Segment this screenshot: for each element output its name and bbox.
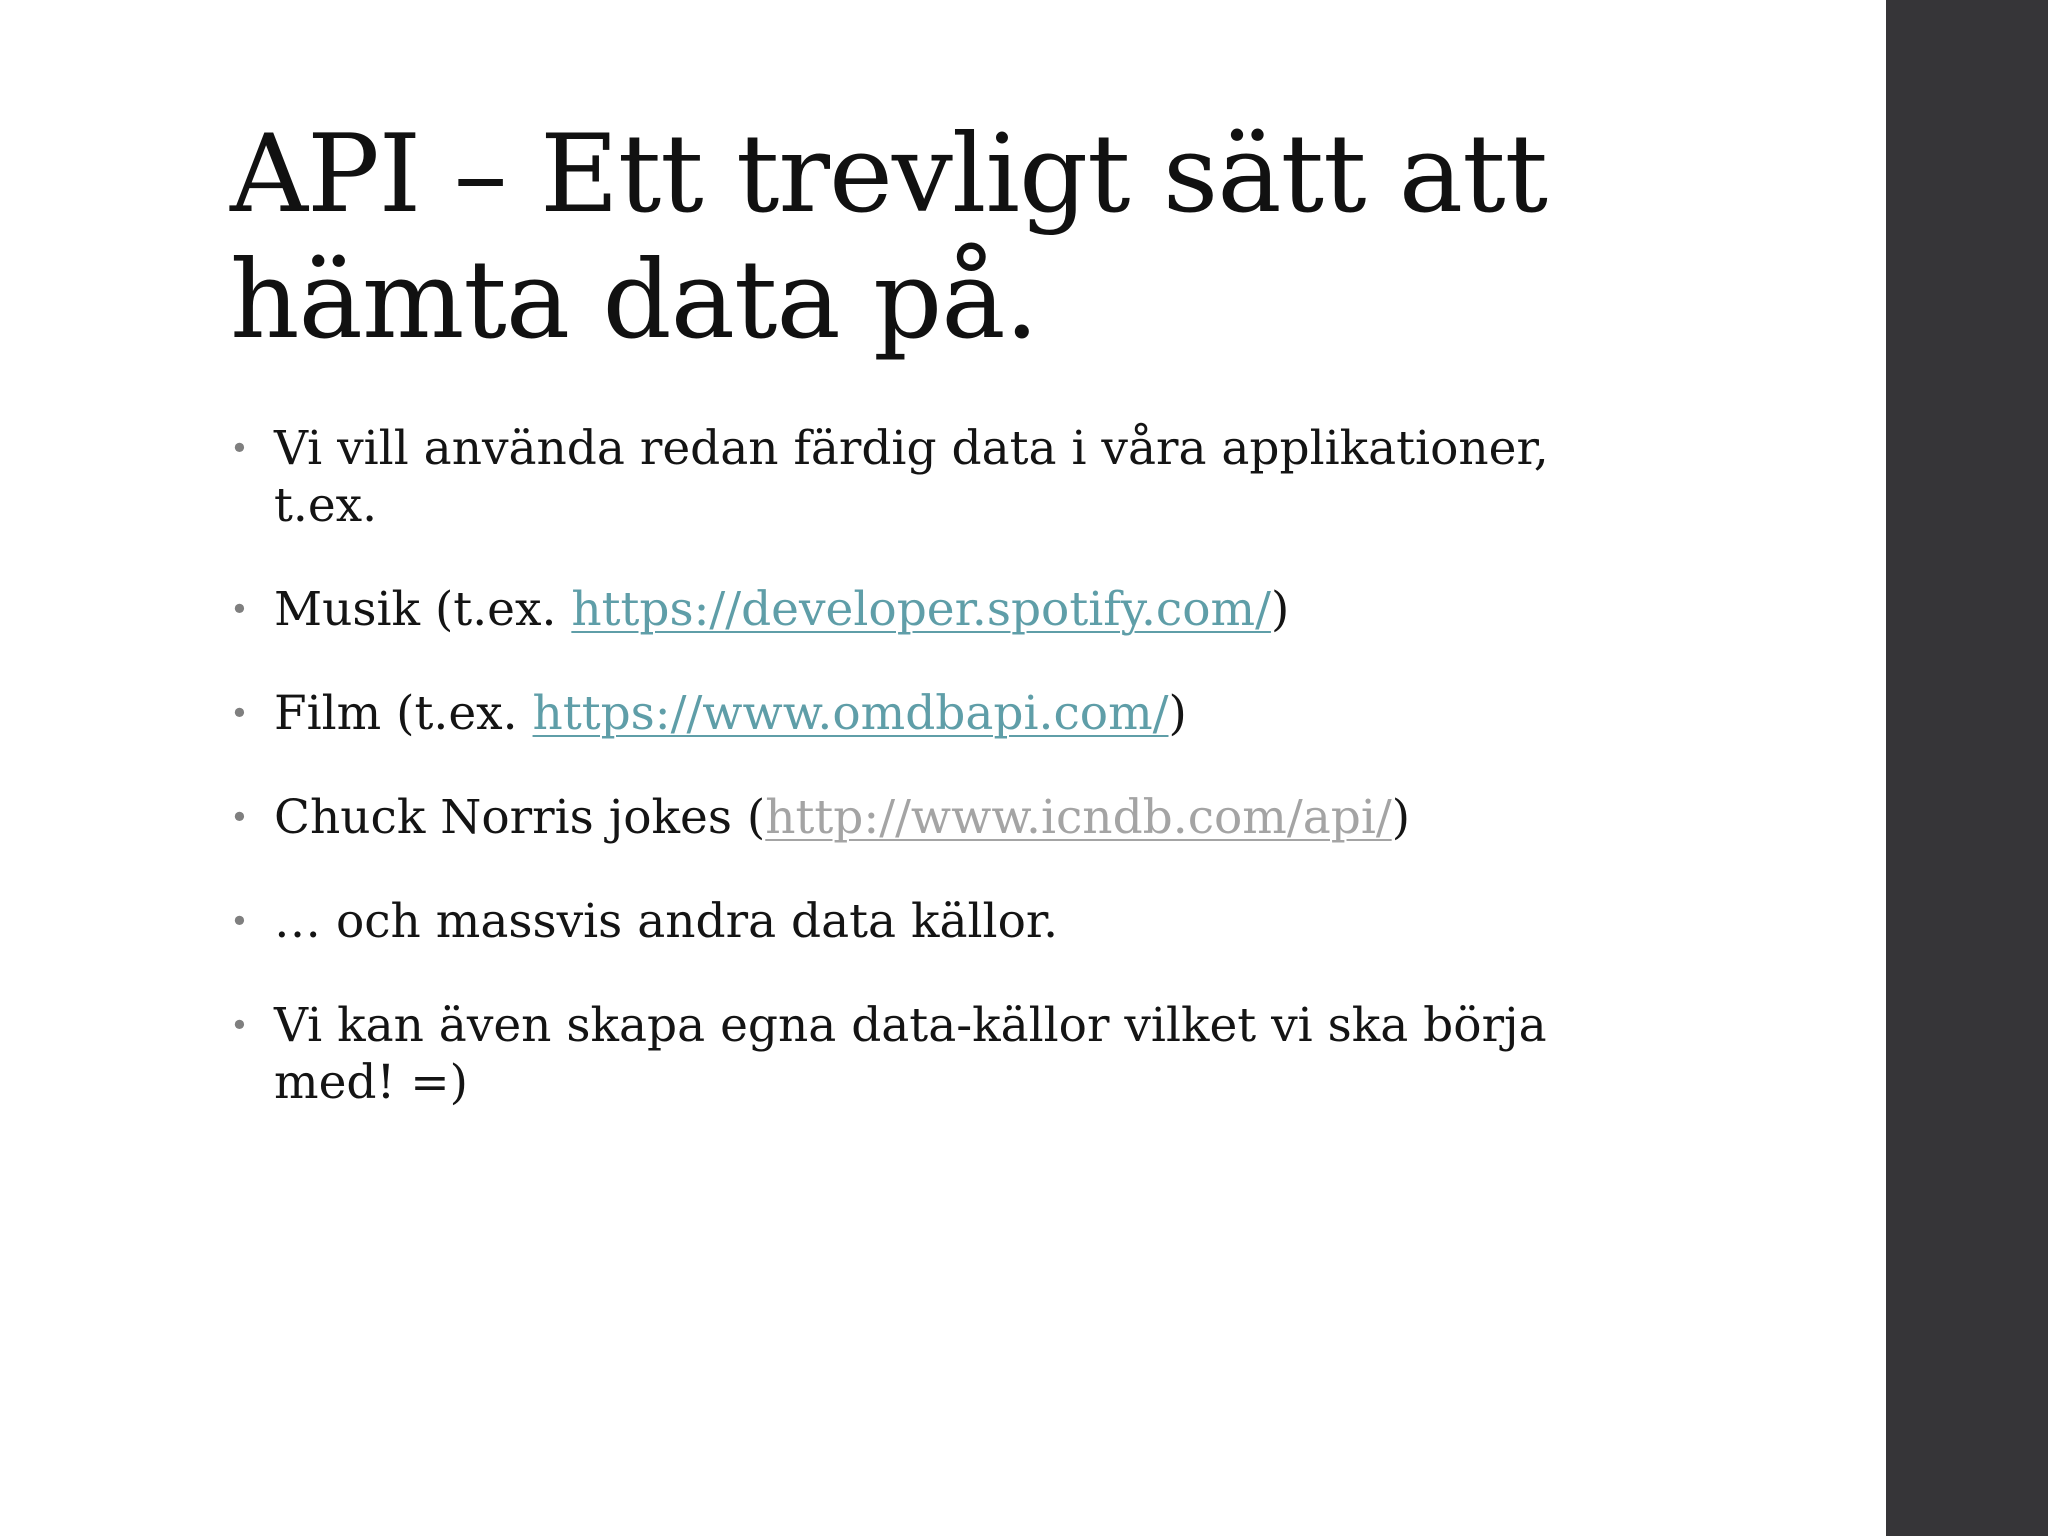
bullet-text: … och massvis andra data källor. <box>274 894 1059 949</box>
bullet-prefix: Chuck Norris jokes ( <box>274 790 766 845</box>
bullet-item-own-sources <box>230 997 1630 1111</box>
bullet-text: Vi kan även skapa egna data-källor vilket vi ska börja med! =) <box>274 998 1547 1110</box>
slide-title: API – Ett trevligt sätt att hämta data på. <box>230 112 1547 363</box>
bullet-icon: • <box>230 798 249 836</box>
spotify-link[interactable]: https://developer.spotify.com/ <box>571 582 1271 637</box>
bullet-item-music <box>230 581 1630 638</box>
bullet-prefix: Film (t.ex. <box>274 686 533 741</box>
bullet-text: Vi vill använda redan färdig data i våra applikationer, t.ex. <box>274 421 1549 533</box>
bullet-item-film <box>230 685 1630 742</box>
right-accent-bar <box>1886 0 2048 1536</box>
bullet-icon: • <box>230 1006 249 1044</box>
bullet-prefix: Musik (t.ex. <box>274 582 572 637</box>
bullet-icon: • <box>230 902 249 940</box>
bullet-item-jokes <box>230 789 1630 846</box>
bullet-item-other-sources <box>230 893 1630 950</box>
bullet-list <box>230 420 1630 1158</box>
bullet-item-intro <box>230 420 1630 534</box>
bullet-icon: • <box>230 694 249 732</box>
bullet-icon: • <box>230 429 249 467</box>
bullet-suffix: ) <box>1391 790 1411 845</box>
bullet-suffix: ) <box>1270 582 1290 637</box>
omdb-link[interactable]: https://www.omdbapi.com/ <box>532 686 1169 741</box>
bullet-icon: • <box>230 590 249 628</box>
bullet-suffix: ) <box>1168 686 1187 741</box>
icndb-link[interactable]: http://www.icndb.com/api/ <box>765 790 1392 845</box>
